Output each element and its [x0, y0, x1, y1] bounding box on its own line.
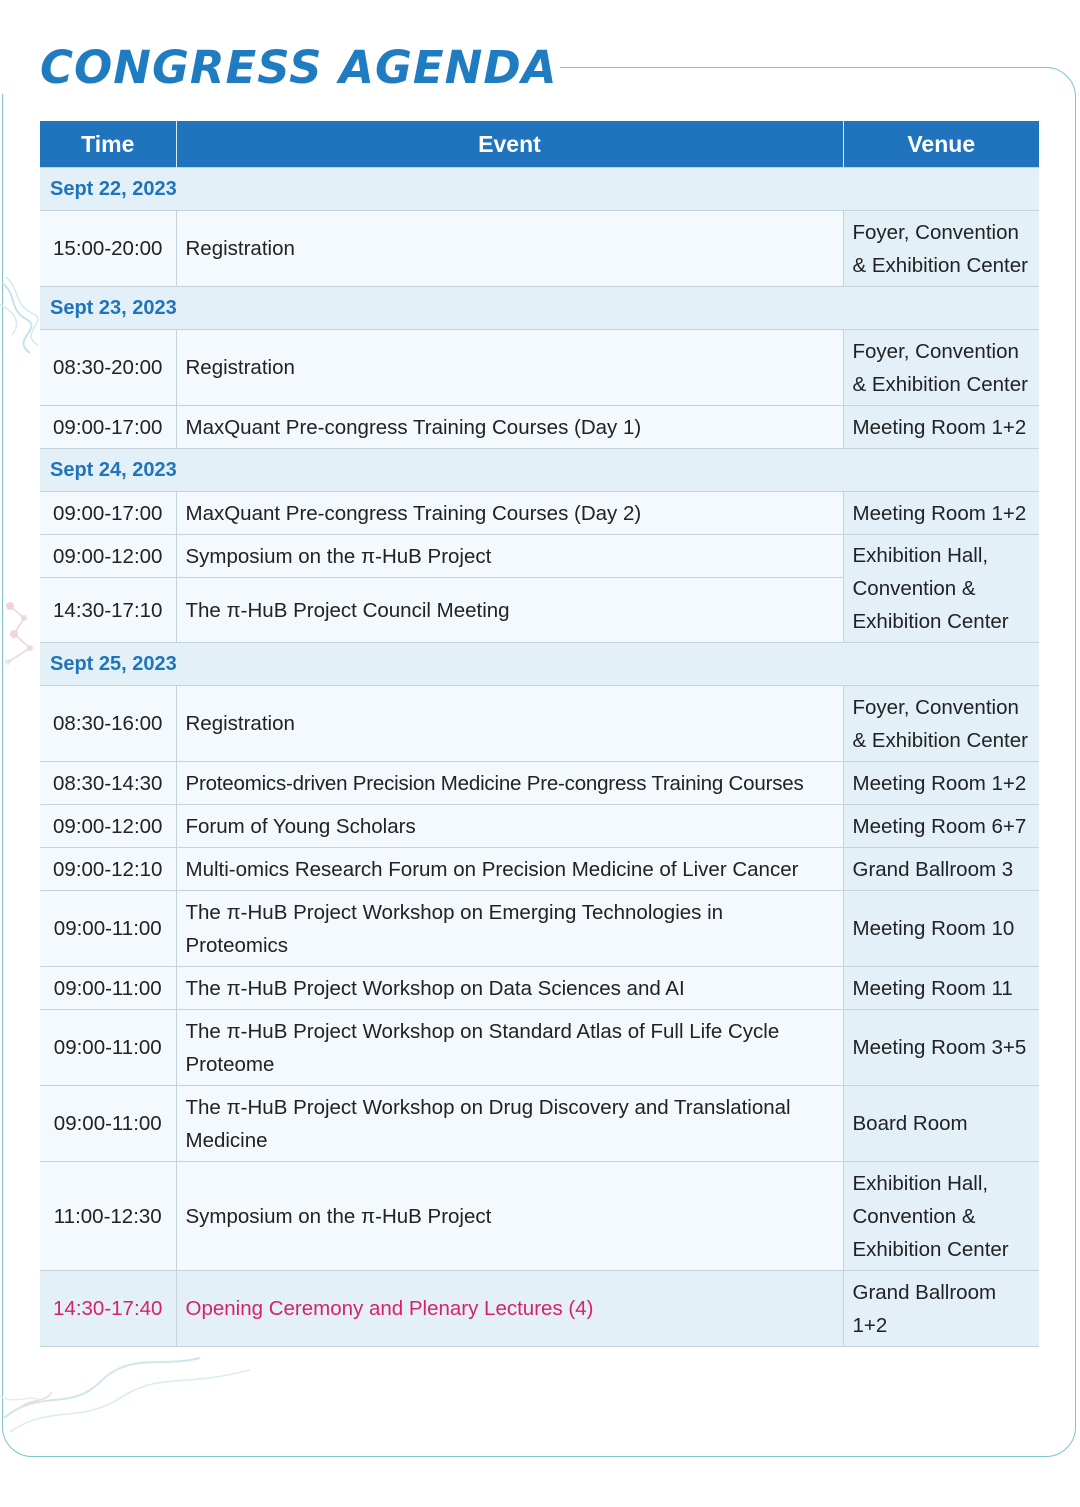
venue-line: & Exhibition Center — [852, 372, 1028, 396]
event-cell: The π-HuB Project Council Meeting — [176, 578, 843, 643]
column-header-event: Event — [176, 121, 843, 168]
venue-cell — [843, 492, 1039, 535]
agenda-row — [40, 406, 1039, 449]
agenda-row — [40, 1010, 1039, 1086]
venue-cell — [843, 1086, 1039, 1162]
venue-cell — [843, 1010, 1039, 1086]
date-label: Sept 25, 2023 — [40, 643, 1039, 686]
time-cell: 09:00-11:00 — [40, 891, 176, 967]
event-cell: Registration — [176, 686, 843, 762]
time-cell: 09:00-11:00 — [40, 967, 176, 1010]
venue-line: & Exhibition Center — [852, 253, 1028, 277]
venue-cell — [843, 848, 1039, 891]
event-line: The π-HuB Project Workshop on Drug Discovery and Translational — [185, 1095, 791, 1119]
table-header-row — [40, 121, 1039, 168]
venue-line: Board Room — [852, 1112, 968, 1135]
agenda-row — [40, 1086, 1039, 1162]
venue-cell — [843, 1271, 1039, 1347]
agenda-row — [40, 805, 1039, 848]
event-cell: MaxQuant Pre-congress Training Courses (Day 2) — [176, 492, 843, 535]
event-cell — [176, 1086, 843, 1162]
agenda-table — [40, 121, 1039, 1347]
agenda-row — [40, 211, 1039, 287]
date-label: Sept 22, 2023 — [40, 168, 1039, 211]
event-cell — [176, 1010, 843, 1086]
page-title: CONGRESS AGENDA — [40, 41, 558, 94]
date-row — [40, 287, 1039, 330]
event-cell: Symposium on the π-HuB Project — [176, 1162, 843, 1271]
venue-cell — [843, 686, 1039, 762]
time-cell: 11:00-12:30 — [40, 1162, 176, 1271]
venue-cell — [843, 211, 1039, 287]
agenda-row — [40, 762, 1039, 805]
agenda-row — [40, 686, 1039, 762]
venue-line: Meeting Room 1+2 — [852, 771, 1027, 795]
event-cell: Opening Ceremony and Plenary Lectures (4) — [176, 1271, 843, 1347]
date-row — [40, 643, 1039, 686]
time-cell: 14:30-17:40 — [40, 1271, 176, 1347]
venue-line: Meeting Room 10 — [852, 917, 1015, 940]
venue-line: Foyer, Convention — [852, 339, 1019, 363]
venue-cell — [843, 1162, 1039, 1271]
event-cell: Registration — [176, 330, 843, 406]
time-cell: 09:00-11:00 — [40, 1010, 176, 1086]
venue-line: Meeting Room 1+2 — [852, 501, 1027, 525]
column-header-venue: Venue — [843, 121, 1039, 168]
event-cell: Multi-omics Research Forum on Precision Medicine of Liver Cancer — [176, 848, 843, 891]
event-line: Proteome — [185, 1052, 275, 1076]
venue-cell — [843, 406, 1039, 449]
column-header-time: Time — [40, 121, 176, 168]
venue-line: Grand Ballroom — [852, 1280, 997, 1304]
event-line: The π-HuB Project Workshop on Standard Atlas of Full Life Cycle — [185, 1019, 780, 1043]
venue-line: Meeting Room 6+7 — [852, 814, 1027, 838]
venue-line: Exhibition Hall, — [852, 544, 989, 567]
event-cell: Proteomics-driven Precision Medicine Pre-congress Training Courses — [176, 762, 843, 805]
molecule-decoration-middle — [0, 592, 44, 682]
agenda-row — [40, 330, 1039, 406]
event-cell: Forum of Young Scholars — [176, 805, 843, 848]
agenda-row — [40, 848, 1039, 891]
date-label: Sept 24, 2023 — [40, 449, 1039, 492]
venue-cell — [843, 330, 1039, 406]
time-cell: 09:00-12:10 — [40, 848, 176, 891]
event-cell: Registration — [176, 211, 843, 287]
time-cell: 08:30-14:30 — [40, 762, 176, 805]
time-cell: 09:00-12:00 — [40, 805, 176, 848]
venue-line: Convention & — [852, 577, 976, 600]
venue-line: Meeting Room 11 — [852, 976, 1013, 1000]
protein-structure-decoration-bottom — [0, 1348, 260, 1438]
time-cell: 08:30-20:00 — [40, 330, 176, 406]
time-cell: 09:00-11:00 — [40, 1086, 176, 1162]
time-cell: 14:30-17:10 — [40, 578, 176, 643]
event-cell: The π-HuB Project Workshop on Data Sciences and AI — [176, 967, 843, 1010]
event-cell — [176, 891, 843, 967]
time-cell: 09:00-12:00 — [40, 535, 176, 578]
date-row — [40, 449, 1039, 492]
date-label: Sept 23, 2023 — [40, 287, 1039, 330]
venue-cell — [843, 535, 1039, 643]
date-row — [40, 168, 1039, 211]
event-cell: MaxQuant Pre-congress Training Courses (Day 1) — [176, 406, 843, 449]
agenda-row-highlighted — [40, 1271, 1039, 1347]
agenda-row — [40, 535, 1039, 578]
venue-line: Meeting Room 1+2 — [852, 415, 1027, 439]
agenda-row — [40, 1162, 1039, 1271]
agenda-row — [40, 891, 1039, 967]
time-cell: 09:00-17:00 — [40, 406, 176, 449]
venue-cell — [843, 805, 1039, 848]
event-cell: Symposium on the π-HuB Project — [176, 535, 843, 578]
time-cell: 09:00-17:00 — [40, 492, 176, 535]
venue-line: Exhibition Hall, — [852, 1171, 989, 1195]
venue-line: Foyer, Convention — [852, 220, 1019, 244]
agenda-row — [40, 967, 1039, 1010]
venue-line: Meeting Room 3+5 — [852, 1036, 1027, 1059]
event-line: Proteomics — [185, 933, 289, 957]
venue-line: Exhibition Center — [852, 1237, 1009, 1261]
venue-line: Foyer, Convention — [852, 695, 1019, 719]
venue-line: & Exhibition Center — [852, 728, 1028, 752]
venue-cell — [843, 762, 1039, 805]
agenda-row — [40, 492, 1039, 535]
event-line: Medicine — [185, 1128, 268, 1152]
event-line: The π-HuB Project Workshop on Emerging Technologies in — [185, 900, 724, 924]
time-cell: 15:00-20:00 — [40, 211, 176, 287]
venue-line: 1+2 — [852, 1313, 888, 1337]
venue-line: Grand Ballroom 3 — [852, 857, 1014, 881]
time-cell: 08:30-16:00 — [40, 686, 176, 762]
venue-cell — [843, 967, 1039, 1010]
venue-line: Convention & — [852, 1204, 976, 1228]
venue-cell — [843, 891, 1039, 967]
venue-line: Exhibition Center — [852, 610, 1009, 633]
